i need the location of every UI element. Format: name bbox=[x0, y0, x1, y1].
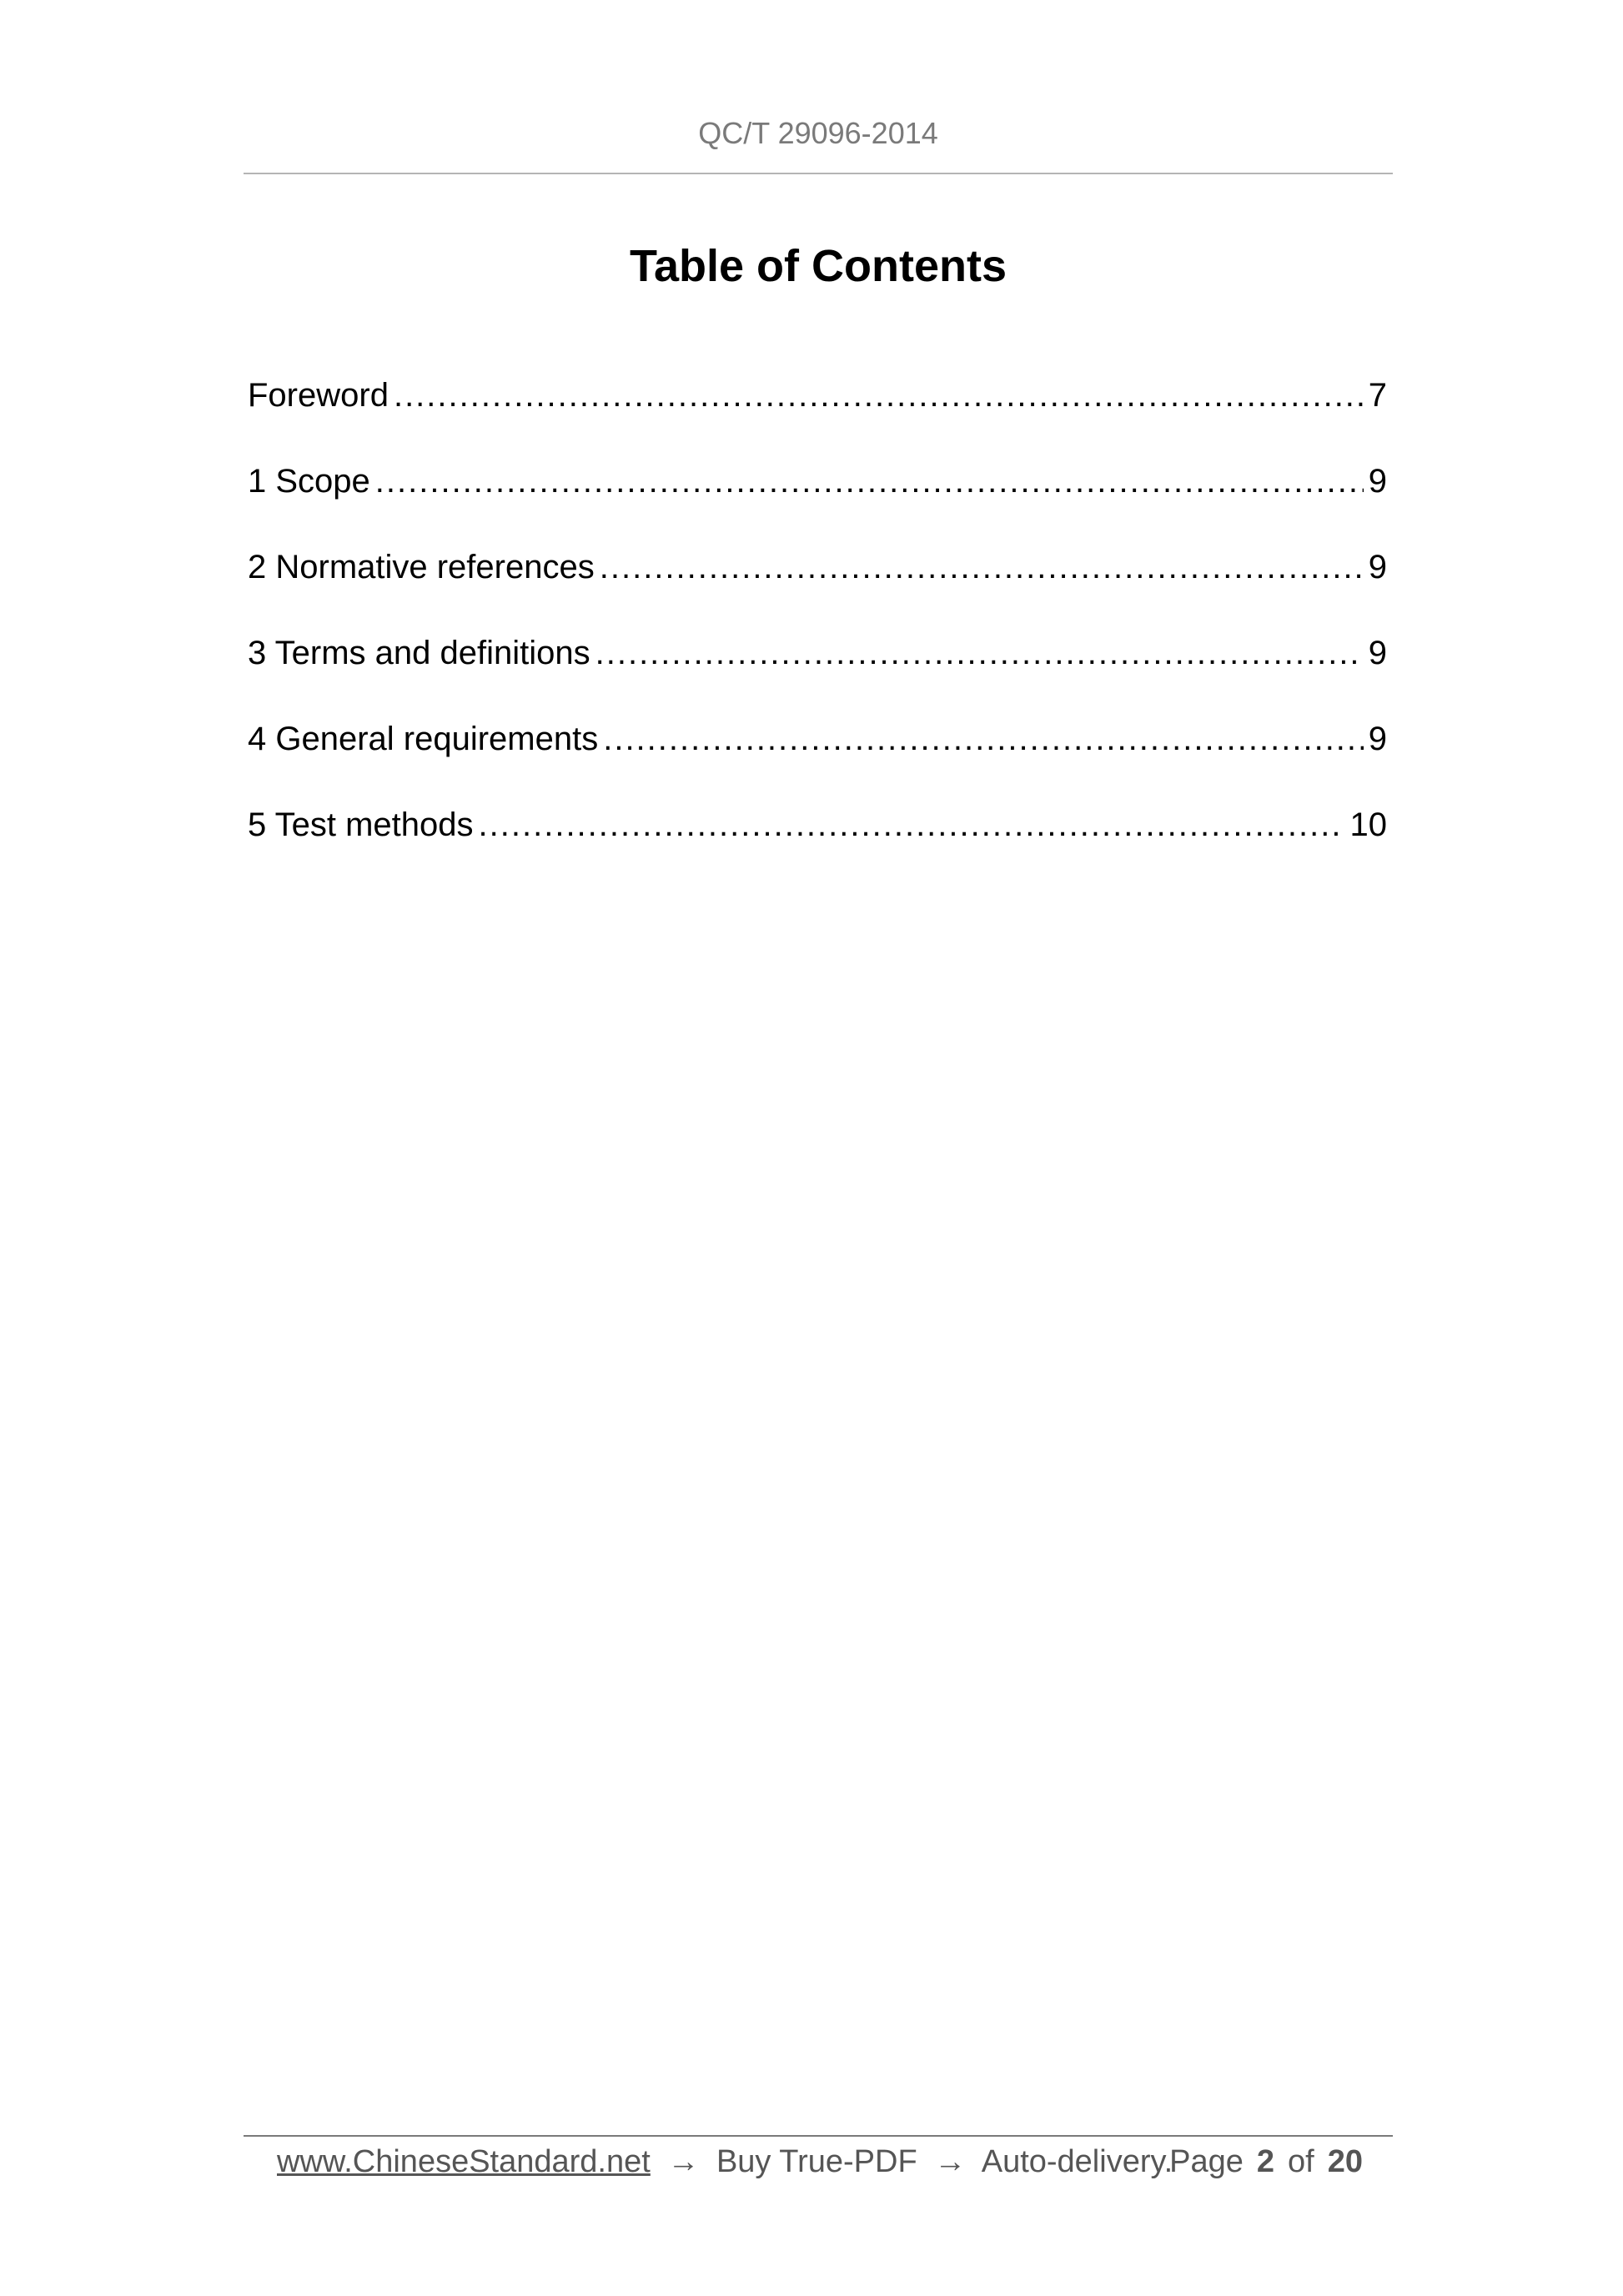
toc-entry-label: 3 Terms and definitions bbox=[248, 635, 590, 671]
toc-entry-page: 9 bbox=[1368, 549, 1387, 585]
toc-list bbox=[248, 372, 1387, 887]
toc-entry-terms-and-definitions[interactable] bbox=[248, 630, 1387, 716]
toc-entry-page: 9 bbox=[1368, 463, 1387, 500]
page-number bbox=[1169, 2140, 1363, 2183]
toc-entry-general-requirements[interactable] bbox=[248, 716, 1387, 801]
toc-dot-leader bbox=[479, 801, 1345, 848]
toc-entry-label: 2 Normative references bbox=[248, 549, 595, 585]
toc-title: Table of Contents bbox=[630, 241, 1007, 291]
toc-entry-page: 10 bbox=[1349, 806, 1387, 843]
toc-dot-leader bbox=[394, 372, 1364, 419]
page-current: 2 bbox=[1256, 2144, 1275, 2179]
page-total: 20 bbox=[1327, 2144, 1363, 2179]
footer-promo bbox=[277, 2140, 1173, 2183]
footer-divider bbox=[244, 2135, 1393, 2137]
toc-entry-normative-references[interactable] bbox=[248, 544, 1387, 630]
footer bbox=[244, 2140, 1393, 2183]
toc-dot-leader bbox=[375, 458, 1364, 505]
header-divider bbox=[244, 173, 1393, 174]
toc-entry-label: 1 Scope bbox=[248, 463, 370, 500]
toc-dot-leader bbox=[595, 630, 1364, 676]
footer-step-buy: Buy True-PDF bbox=[716, 2144, 917, 2179]
toc-dot-leader bbox=[600, 544, 1364, 590]
toc-entry-label: 5 Test methods bbox=[248, 806, 474, 843]
toc-entry-page: 7 bbox=[1368, 377, 1387, 414]
toc-entry-page: 9 bbox=[1368, 635, 1387, 671]
website-link[interactable]: www.ChineseStandard.net bbox=[277, 2144, 651, 2179]
toc-entry-label: 4 General requirements bbox=[248, 721, 599, 757]
footer-step-delivery: Auto-delivery. bbox=[981, 2144, 1173, 2179]
toc-entry-label: Foreword bbox=[248, 377, 389, 414]
toc-entry-scope[interactable] bbox=[248, 458, 1387, 544]
page-word: Page bbox=[1169, 2144, 1244, 2179]
arrow-right-icon: → bbox=[667, 2144, 700, 2179]
toc-entry-foreword[interactable] bbox=[248, 372, 1387, 458]
toc-entry-page: 9 bbox=[1368, 721, 1387, 757]
toc-entry-test-methods[interactable] bbox=[248, 801, 1387, 887]
header-doc-id: QC/T 29096-2014 bbox=[698, 116, 938, 150]
toc-dot-leader bbox=[603, 716, 1364, 762]
of-word: of bbox=[1288, 2144, 1314, 2179]
arrow-right-icon: → bbox=[934, 2144, 967, 2179]
